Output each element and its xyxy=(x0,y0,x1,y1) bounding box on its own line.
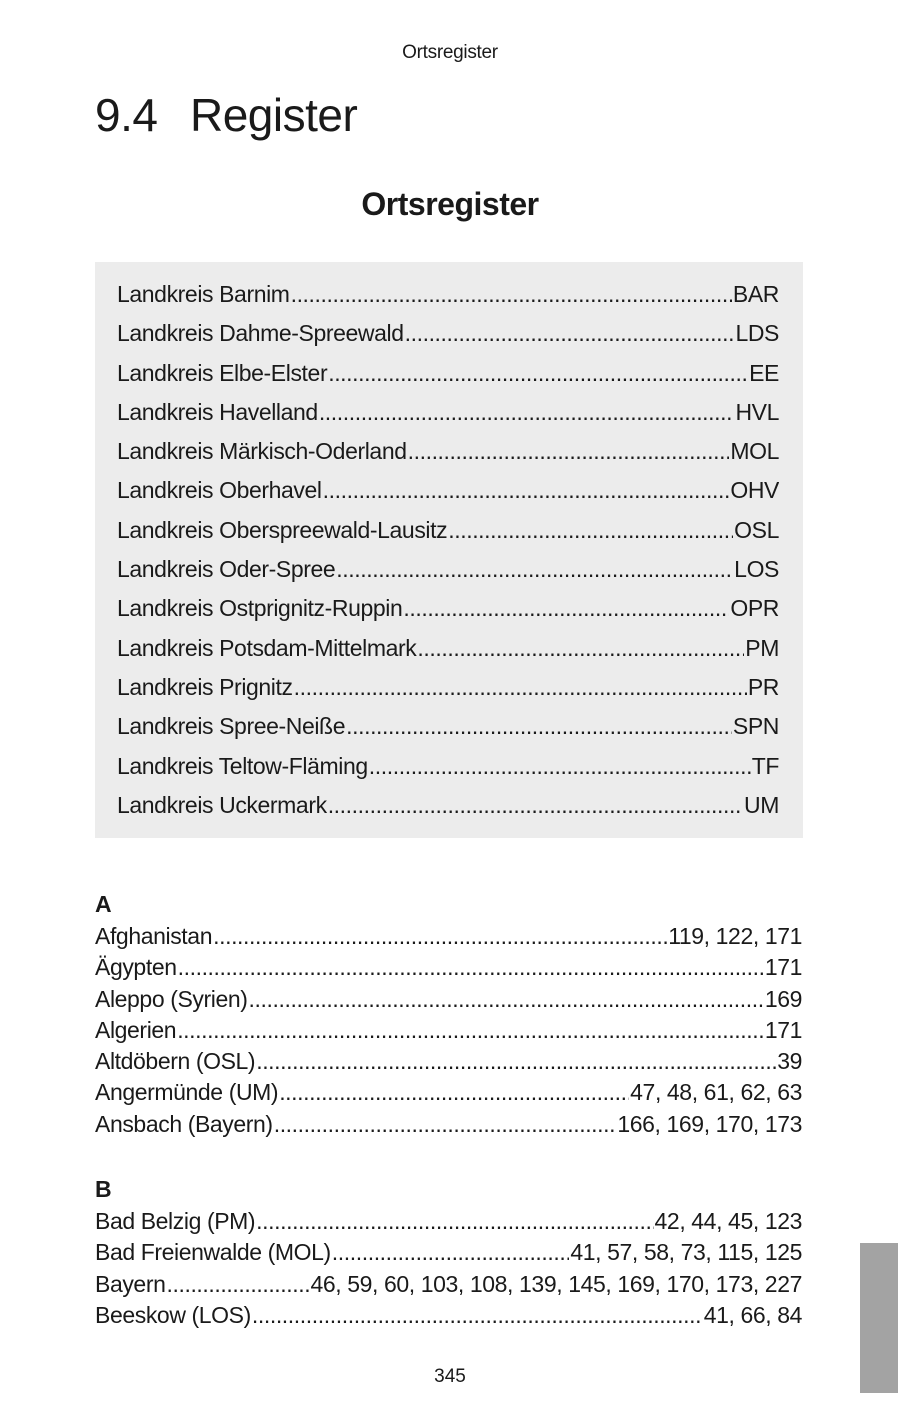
district-row xyxy=(117,550,779,589)
index-letter-heading: B xyxy=(95,1176,112,1202)
entry-value: 39 xyxy=(777,1048,802,1075)
dot-leader xyxy=(328,786,743,825)
dot-leader xyxy=(405,314,735,353)
dot-leader xyxy=(448,511,733,550)
entry-value: OSL xyxy=(734,516,779,543)
entry-value: 169 xyxy=(764,985,802,1012)
running-head: Ortsregister xyxy=(402,42,498,63)
entry-value: BAR xyxy=(732,281,779,307)
dot-leader xyxy=(294,668,747,707)
district-row xyxy=(117,314,779,353)
dot-leader xyxy=(178,952,764,983)
entry-name: Landkreis Havelland xyxy=(117,398,318,425)
dot-leader xyxy=(177,1015,764,1046)
district-row xyxy=(117,589,779,628)
entry-name: Landkreis Oberspreewald-Lausitz xyxy=(117,516,448,543)
section-number: 9.4 xyxy=(95,89,158,141)
dot-leader xyxy=(274,1109,617,1140)
dot-leader xyxy=(323,471,730,510)
entry-value: LOS xyxy=(734,556,779,583)
entry-name: Beeskow (LOS) xyxy=(95,1301,251,1328)
dot-leader xyxy=(291,275,732,314)
entry-name: Ansbach (Bayern) xyxy=(95,1110,273,1137)
entry-name: Landkreis Märkisch-Oderland xyxy=(117,438,407,465)
dot-leader xyxy=(319,393,735,432)
index-letter-heading: A xyxy=(95,891,112,917)
entry-name: Ägypten xyxy=(95,954,177,981)
district-row xyxy=(117,707,779,746)
dot-leader xyxy=(328,354,748,393)
dot-leader xyxy=(408,432,730,471)
entry-value: HVL xyxy=(735,398,779,425)
district-row xyxy=(117,668,779,707)
district-row xyxy=(117,786,779,825)
dot-leader xyxy=(279,1077,629,1108)
index-entries xyxy=(95,921,802,1140)
index-row xyxy=(95,1300,802,1331)
entry-value: 47, 48, 61, 62, 63 xyxy=(630,1079,802,1106)
index-row xyxy=(95,1206,802,1237)
index-row xyxy=(95,984,802,1015)
entry-value: 171 xyxy=(764,1016,802,1043)
index-row xyxy=(95,1269,802,1300)
entry-name: Aleppo (Syrien) xyxy=(95,985,248,1012)
district-row xyxy=(117,275,779,314)
entry-name: Bad Belzig (PM) xyxy=(95,1208,256,1234)
district-row xyxy=(117,511,779,550)
entry-name: Landkreis Oder-Spree xyxy=(117,556,336,583)
index-section-a xyxy=(95,888,802,1140)
entry-name: Algerien xyxy=(95,1016,177,1043)
entry-name: Landkreis Ostprignitz-Ruppin xyxy=(117,595,403,622)
dot-leader xyxy=(256,1206,653,1237)
dot-leader xyxy=(249,984,764,1015)
entry-value: 41, 66, 84 xyxy=(703,1301,802,1328)
dot-leader xyxy=(332,1237,570,1268)
section-title-text: Register xyxy=(190,89,358,141)
district-row xyxy=(117,354,779,393)
entry-value: UM xyxy=(744,791,779,818)
index-row xyxy=(95,952,802,983)
entry-name: Landkreis Barnim xyxy=(117,281,290,307)
entry-value: SPN xyxy=(732,713,779,740)
district-row xyxy=(117,432,779,471)
district-row xyxy=(117,747,779,786)
entry-name: Landkreis Spree-Neiße xyxy=(117,713,346,740)
entry-name: Afghanistan xyxy=(95,923,213,949)
entry-value: 46, 59, 60, 103, 108, 139, 145, 169, 170, 173, 227 xyxy=(310,1270,802,1297)
section-title xyxy=(95,88,357,142)
entry-value: PR xyxy=(747,673,779,700)
district-row xyxy=(117,629,779,668)
dot-leader xyxy=(166,1269,309,1300)
entry-value: 42, 44, 45, 123 xyxy=(654,1208,802,1234)
district-row xyxy=(117,471,779,510)
entry-value: 166, 169, 170, 173 xyxy=(617,1110,802,1137)
entry-name: Landkreis Teltow-Fläming xyxy=(117,752,368,779)
entry-value: MOL xyxy=(730,438,779,465)
entry-name: Landkreis Dahme-Spreewald xyxy=(117,320,404,347)
dot-leader xyxy=(346,707,732,746)
entry-name: Landkreis Potsdam-Mittelmark xyxy=(117,634,417,661)
district-abbreviation-box xyxy=(95,262,803,838)
page-number: 345 xyxy=(434,1366,466,1387)
entry-value: OPR xyxy=(730,595,779,622)
entry-value: TF xyxy=(751,752,779,779)
dot-leader xyxy=(213,921,667,952)
register-subtitle: Ortsregister xyxy=(361,186,539,222)
entry-value: 41, 57, 58, 73, 115, 125 xyxy=(570,1239,802,1266)
dot-leader xyxy=(336,550,733,589)
dot-leader xyxy=(417,629,744,668)
entry-name: Angermünde (UM) xyxy=(95,1079,279,1106)
dot-leader xyxy=(252,1300,703,1331)
index-section-b xyxy=(95,1173,802,1331)
index-row xyxy=(95,1046,802,1077)
entry-value: OHV xyxy=(730,477,779,504)
district-row xyxy=(117,393,779,432)
index-row xyxy=(95,1109,802,1140)
entry-value: 119, 122, 171 xyxy=(668,923,802,949)
dot-leader xyxy=(403,589,729,628)
entry-name: Landkreis Uckermark xyxy=(117,791,327,818)
index-row xyxy=(95,921,802,952)
entry-name: Landkreis Elbe-Elster xyxy=(117,359,328,386)
entry-value: PM xyxy=(745,634,779,661)
entry-value: EE xyxy=(749,359,779,386)
entry-name: Altdöbern (OSL) xyxy=(95,1048,256,1075)
dot-leader xyxy=(369,747,751,786)
index-row xyxy=(95,1015,802,1046)
index-row xyxy=(95,1077,802,1108)
entry-name: Bad Freienwalde (MOL) xyxy=(95,1239,331,1266)
district-list xyxy=(117,275,779,825)
entry-name: Bayern xyxy=(95,1270,166,1297)
entry-value: LDS xyxy=(735,320,779,347)
index-entries xyxy=(95,1206,802,1331)
entry-value: 171 xyxy=(764,954,802,981)
dot-leader xyxy=(256,1046,776,1077)
index-row xyxy=(95,1237,802,1268)
entry-name: Landkreis Oberhavel xyxy=(117,477,322,504)
entry-name: Landkreis Prignitz xyxy=(117,673,293,700)
thumb-index-tab xyxy=(860,1243,898,1393)
